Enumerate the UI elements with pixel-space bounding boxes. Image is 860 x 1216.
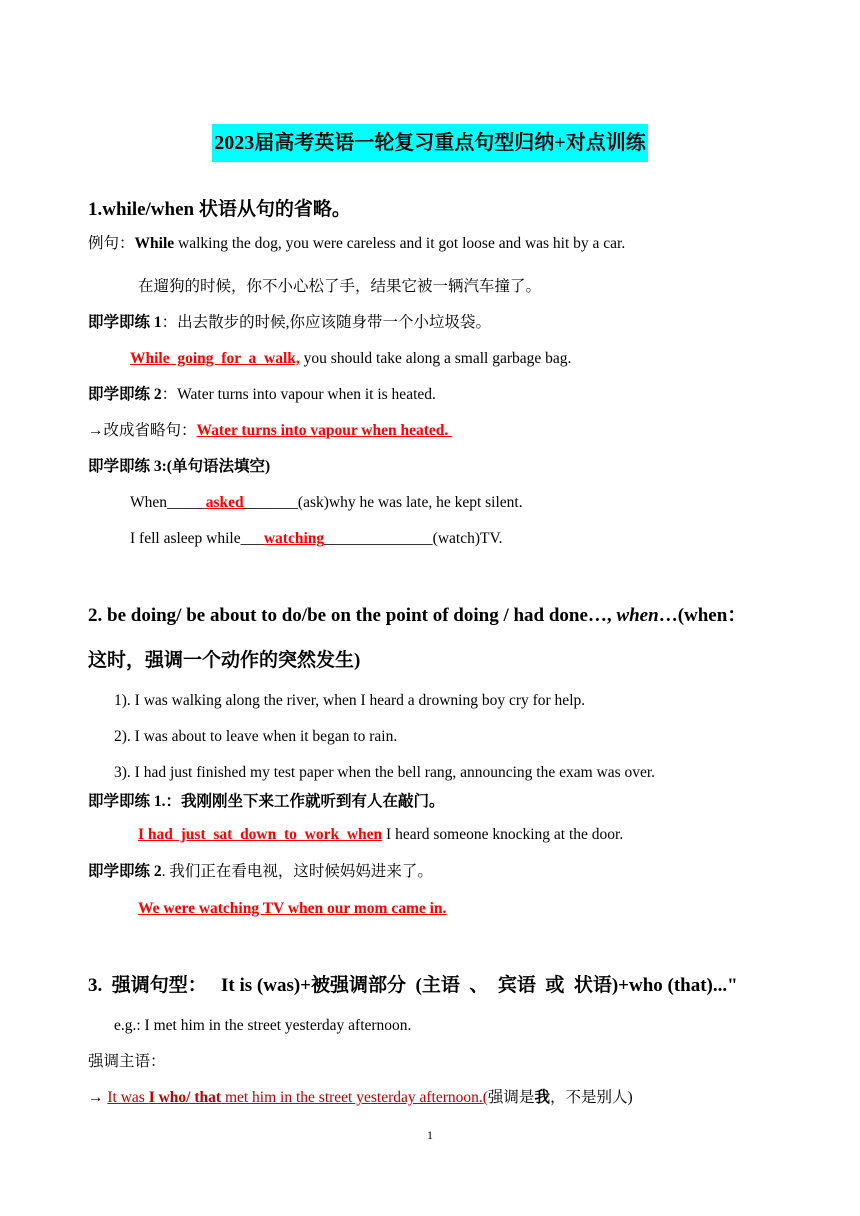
answer-text: watching [263, 530, 325, 547]
answer-text: asked [205, 494, 244, 511]
practice-label: 即学即练 2 [88, 863, 162, 880]
s1-example-cn: 在遛狗的时候，你不小心松了手，结果它被一辆汽车撞了。 [138, 278, 542, 295]
answer-rest: you should take along a small garbage bag. [299, 350, 572, 367]
blank: _______ [243, 494, 298, 511]
heading-text-end: …(when： [658, 605, 747, 626]
answer-part-b: I who/ that [148, 1089, 222, 1106]
example-bold: While [134, 235, 175, 252]
answer-text: We were watching TV when our mom came in. [138, 900, 447, 917]
practice-text: ：Water turns into vapour when it is heated. [161, 386, 436, 403]
blank: ______________ [324, 530, 433, 547]
sentence-end: (watch)TV. [432, 530, 503, 547]
page-number: 1 [427, 1128, 433, 1142]
section-2-heading-line-2: 这时，强调一个动作的突然发生) [88, 650, 361, 671]
heading-text: 2. be doing/ be about to do/be on the point of doing / had done…, [88, 605, 617, 626]
s2-practice-2 [88, 862, 433, 882]
practice-label: 即学即练 1 [88, 314, 162, 331]
section-1-heading: 1.while/when 状语从句的省略。 [88, 199, 351, 220]
s1-practice-1 [88, 313, 491, 333]
arrow-label: →改成省略句： [88, 422, 197, 439]
s1-practice-3-label [88, 457, 270, 477]
s3-answer [88, 1088, 633, 1108]
practice-text: . 我们正在看电视，这时候妈妈进来了。 [161, 863, 433, 880]
practice-text: ：出去散步的时候,你应该随身带一个小垃圾袋。 [161, 314, 492, 331]
practice-label: 即学即练 3:(单句语法填空) [88, 458, 271, 475]
s3-sub-label: 强调主语： [88, 1053, 166, 1070]
heading-when: when [616, 605, 659, 626]
document-title: 2023届高考英语一轮复习重点句型归纳+对点训练 [212, 124, 647, 162]
section-3-heading: 3. 强调句型： It is (was)+被强调部分 (主语 、 宾语 或 状语)+who (that)..." [88, 975, 738, 996]
note-part-a: 强调是 [487, 1089, 535, 1106]
answer-rest: I heard someone knocking at the door. [382, 826, 624, 843]
blank: ___ [240, 530, 264, 547]
note-part-b: 我 [534, 1089, 550, 1106]
title-container [0, 124, 860, 162]
answer-part-c: met him in the street yesterday afternoon.( [221, 1089, 488, 1106]
sentence-start: I fell asleep while [130, 530, 241, 547]
arrow-icon: → [88, 1089, 108, 1106]
s1-practice-3-line-1 [130, 493, 523, 513]
s2-practice-1-answer [138, 825, 623, 845]
s1-example [88, 234, 625, 254]
s1-practice-3-line-2 [130, 529, 503, 549]
practice-label: 即学即练 1.：我刚刚坐下来工作就听到有人在敲门。 [88, 793, 445, 810]
s2-practice-1 [88, 792, 445, 812]
answer-text: I had just sat down to work when [138, 826, 383, 843]
s3-example: e.g.: I met him in the street yesterday afternoon. [114, 1017, 412, 1034]
s2-practice-2-answer [138, 899, 446, 919]
s1-practice-2 [88, 385, 436, 405]
practice-label: 即学即练 2 [88, 386, 162, 403]
sentence-start: When [130, 494, 168, 511]
note-part-c: ，不是别人) [549, 1089, 633, 1106]
s2-example-3: 3). I had just finished my test paper when the bell rang, announcing the exam was over. [114, 764, 656, 781]
blank: _____ [167, 494, 206, 511]
answer-text: While going for a walk, [130, 350, 300, 367]
example-rest: walking the dog, you were careless and it got loose and was hit by a car. [174, 235, 626, 252]
section-2-heading-line-1 [88, 604, 746, 628]
s1-practice-1-answer [130, 349, 571, 369]
s1-practice-2-answer [88, 421, 452, 441]
s2-example-1: 1). I was walking along the river, when I heard a drowning boy cry for help. [114, 692, 586, 709]
answer-text: Water turns into vapour when heated. [196, 422, 453, 439]
example-label: 例句： [88, 235, 135, 252]
sentence-end: (ask)why he was late, he kept silent. [297, 494, 523, 511]
s2-example-2: 2). I was about to leave when it began to rain. [114, 728, 398, 745]
answer-part-a: It was [107, 1089, 149, 1106]
